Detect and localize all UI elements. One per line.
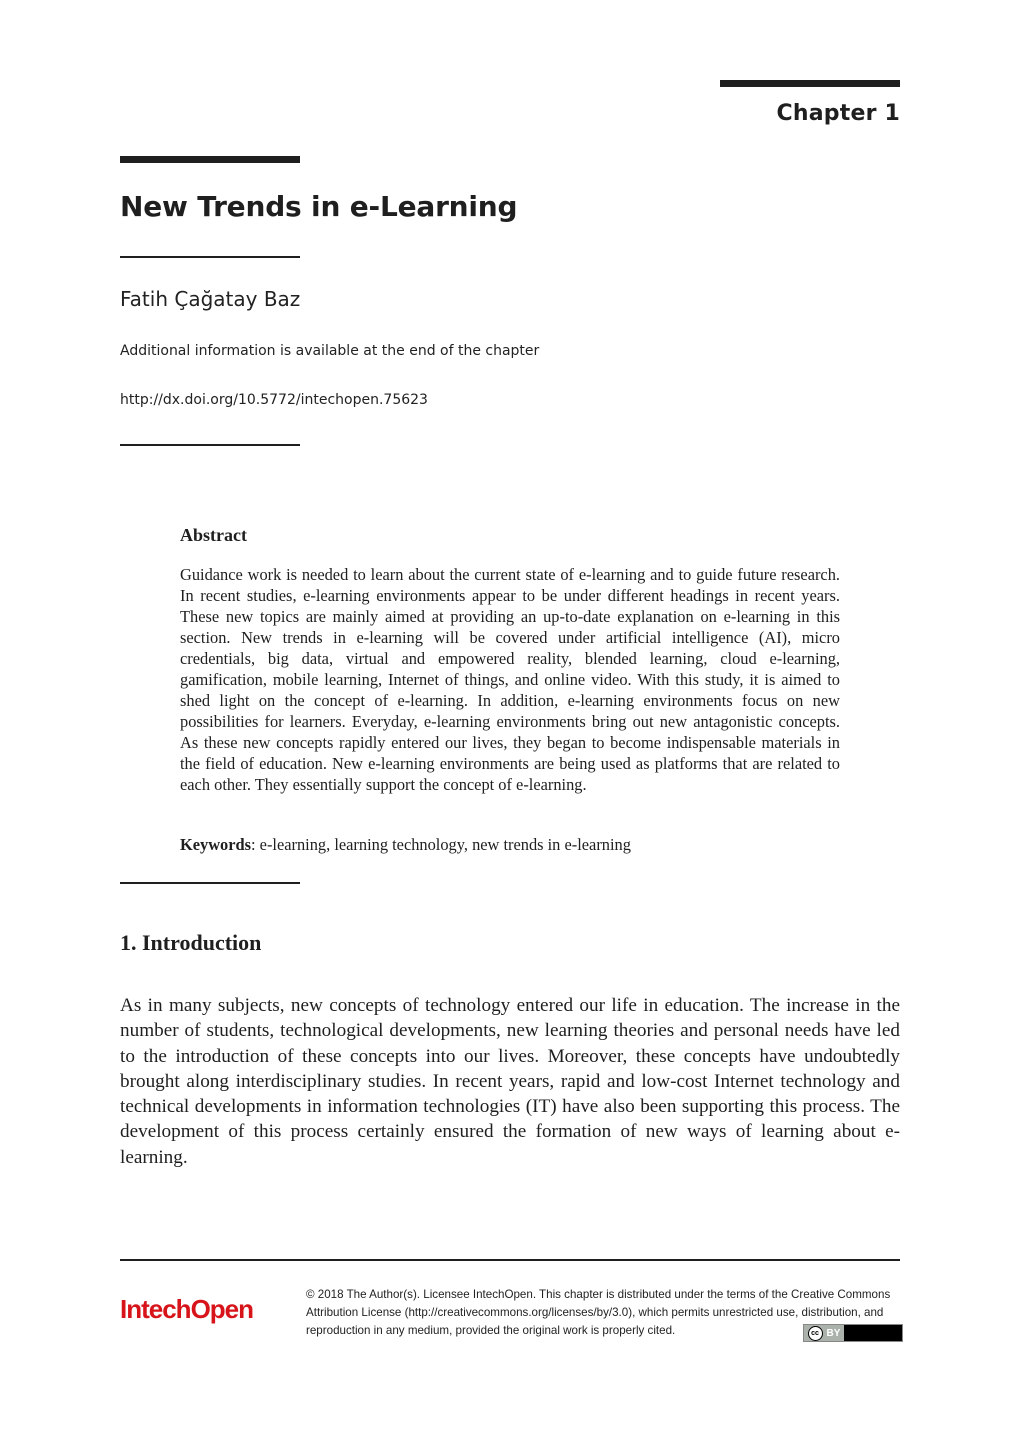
- chapter-label: Chapter 1: [776, 101, 900, 126]
- author-name: Fatih Çağatay Baz: [120, 287, 301, 311]
- chapter-rule: [720, 80, 900, 87]
- introduction-body: As in many subjects, new concepts of technology entered our life in education. The increase in the number of students, technological developments, new learning theories and personal needs have led to the introduction of these concepts into our lives. Moreover, these concepts have undoubtedly brought along interdisciplinary studies. In recent years, rapid and low-cost Internet technology and technical developments in information technologies (IT) have also been supporting this process. The development of this process certainly ensured the formation of new ways of learning about e-learning.: [120, 995, 900, 1168]
- publisher-logo: IntechOpen: [120, 1294, 254, 1324]
- cc-by-label: BY: [826, 1327, 841, 1339]
- keywords-label: Keywords: [180, 835, 252, 854]
- title-rule-top: [120, 156, 300, 163]
- doi-link[interactable]: http://dx.doi.org/10.5772/intechopen.75623: [120, 392, 428, 408]
- additional-info: Additional information is available at the end of the chapter: [120, 343, 540, 359]
- abstract-rule: [120, 882, 300, 884]
- abstract-body: Guidance work is needed to learn about the current state of e-learning and to guide future research. In recent studies, e-learning environments appear to be under different headings in recent years. These new topics are mainly aimed at providing an up-to-date explanation on e-learning in this section. New trends in e-learning will be covered under artificial intelligence (AI), micro credentials, big data, virtual and empowered reality, blended learning, cloud e-learning, gamification, mobile learning, Internet of things, and online video. With this study, it is aimed to shed light on the concept of e-learning. In addition, e-learning environments focus on new possibilities for learners. Everyday, e-learning environments bring out new antagonistic concepts. As these new concepts rapidly entered our lives, they began to become indispensable materials in the field of education. New e-learning environments are being used as platforms that are related to each other. They essentially support the concept of e-learning.: [180, 565, 840, 794]
- keywords-list: : e-learning, learning technology, new trends in e-learning: [251, 835, 631, 854]
- cc-by-badge[interactable]: [803, 1324, 903, 1342]
- license-text: © 2018 The Author(s). Licensee IntechOpen. This chapter is distributed under the terms of the Creative Commons Attribution License (http://creativecommons.org/licenses/by/3.0), which permits unrestricted use, distribution, and reproduction in any medium, provided the original work is properly cited.: [306, 1288, 891, 1337]
- footer-rule: [120, 1259, 900, 1261]
- abstract-heading: Abstract: [180, 525, 247, 545]
- title-rule-bottom: [120, 256, 300, 258]
- creative-commons-icon: cc: [808, 1326, 823, 1341]
- section-heading-introduction: 1. Introduction: [120, 930, 262, 955]
- cc-badge-left: [804, 1325, 844, 1341]
- page-title: New Trends in e-Learning: [120, 190, 518, 223]
- info-rule: [120, 444, 300, 446]
- keywords: [180, 834, 840, 855]
